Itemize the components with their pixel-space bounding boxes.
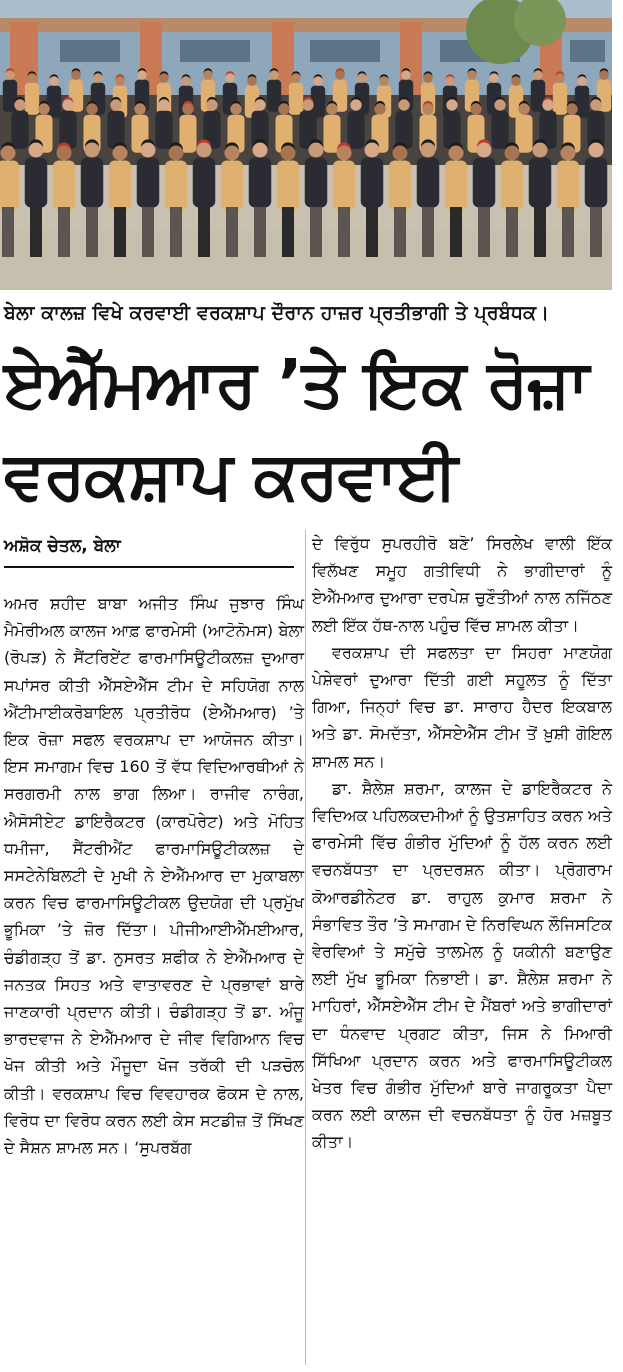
article-paragraph: ਅਮਰ ਸ਼ਹੀਦ ਬਾਬਾ ਅਜੀਤ ਸਿੰਘ ਜੁਝਾਰ ਸਿੰਘ ਮੈਮੋਰੀਅਲ ਕਾਲਜ ਆਫ਼ ਫਾਰਮੇਸੀ (ਆਟੋਨੋਮਸ) ਬੇਲਾ (ਰੋਪੜ) ਨੇ ਸੈਂਟਰਿਏਂਟ ਫਾਰਮਾਸਿਊਟੀਕਲਜ਼ ਦੁਆਰਾ ਸਪਾਂਸਰ ਕੀਤੀ ਐੱਸਏਐੱਸ ਟੀਮ ਦੇ ਸਹਿਯੋਗ ਨਾਲ ਐਂਟੀਮਾਈਕਰੋਬਾਇਲ ਪ੍ਰਤੀਰੋਧ (ਏਐੱਮਆਰ) ’ਤੇ ਇਕ ਰੋਜ਼ਾ ਸਫਲ ਵਰਕਸ਼ਾਪ ਦਾ ਆਯੋਜਨ ਕੀਤਾ। ਇਸ ਸਮਾਗਮ ਵਿਚ 160 ਤੋਂ ਵੱਧ ਵਿਦਿਆਰਥੀਆਂ ਨੇ ਸਰਗਰਮੀ ਨਾਲ ਭਾਗ ਲਿਆ। ਰਾਜੀਵ ਨਾਰੰਗ, ਐਸੋਸੀਏਟ ਡਾਇਰੈਕਟਰ (ਕਾਰਪੋਰੇਟ) ਅਤੇ ਮੋਹਿਤ ਧਮੀਜਾ, ਸੈਂਟਰੀਐਂਟ ਫਾਰਮਾਸਿਊਟੀਕਲਜ਼ ਦੇ ਸਸਟੇਨੇਬਿਲਟੀ ਦੇ ਮੁਖੀ ਨੇ ਏਐੱਮਆਰ ਦਾ ਮੁਕਾਬਲਾ ਕਰਨ ਵਿਚ ਫਾਰਮਾਸਿਊਟੀਕਲ ਉਦਯੋਗ ਦੀ ਪ੍ਰਮੁੱਖ ਭੂਮਿਕਾ ’ਤੇ ਜ਼ੋਰ ਦਿੱਤਾ। ਪੀਜੀਆਈਐੱਮਈਆਰ, ਚੰਡੀਗੜ੍ਹ ਤੋਂ ਡਾ. ਨੁਸਰਤ ਸ਼ਫੀਕ ਨੇ ਏਐੱਮਆਰ ਦੇ ਜਨਤਕ ਸਿਹਤ ਅਤੇ ਵਾਤਾਵਰਣ ਦੇ ਪ੍ਰਭਾਵਾਂ ਬਾਰੇ ਜਾਣਕਾਰੀ ਪ੍ਰਦਾਨ ਕੀਤੀ। ਚੰਡੀਗੜ੍ਹ ਤੋਂ ਡਾ. ਅੰਜੂ ਭਾਰਦਵਾਜ ਨੇ ਏਐੱਮਆਰ ਦੇ ਜੀਵ ਵਿਗਿਆਨ ਵਿਚ ਖੋਜ ਕੀਤੀ ਅਤੇ ਮੌਜੂਦਾ ਖੋਜ ਤਰੱਕੀ ਦੀ ਪੜਚੋਲ ਕੀਤੀ। ਵਰਕਸ਼ਾਪ ਵਿਚ ਵਿਵਹਾਰਕ ਫੋਕਸ ਦੇ ਨਾਲ, ਵਿਰੋਧ ਦਾ ਵਿਰੋਧ ਕਰਨ ਲਈ ਕੇਸ ਸਟਡੀਜ਼ ਤੋਂ ਸਿੱਖਣ ਦੇ ਸੈਸ਼ਨ ਸ਼ਾਮਲ ਸਨ। ‘ਸੁਪਰਬੱਗ <box>4 594 304 1158</box>
headline-line-2: ਵਰਕਸ਼ਾਪ ਕਰਵਾਈ <box>4 437 457 514</box>
headline <box>4 338 616 522</box>
photo-caption: ਬੇਲਾ ਕਾਲਜ਼ ਵਿਖੇ ਕਰਵਾਈ ਵਰਕਸ਼ਾਪ ਦੌਰਾਨ ਹਾਜ਼ਰ ਪ੍ਰਤੀਭਾਗੀ ਤੇ ਪ੍ਰਬੰਧਕ। <box>4 302 550 324</box>
byline: ਅਸ਼ੋਕ ਚੇਤਲ, ਬੇਲਾ <box>4 536 121 556</box>
article-paragraph: ਦੇ ਵਿਰੁੱਧ ਸੁਪਰਹੀਰੋ ਬਣੋ’ ਸਿਰਲੇਖ ਵਾਲੀ ਇੱਕ ਵਿਲੱਖਣ ਸਮੂਹ ਗਤੀਵਿਧੀ ਨੇ ਭਾਗੀਦਾਰਾਂ ਨੂੰ ਏਐੱਮਆਰ ਦੁਆਰਾ ਦਰਪੇਸ਼ ਚੁਣੌਤੀਆਂ ਨਾਲ ਨਜਿੱਠਣ ਲਈ ਇੱਕ ਹੱਥ-ਨਾਲ ਪਹੁੰਚ ਵਿੱਚ ਸ਼ਾਮਲ ਕੀਤਾ। <box>312 534 612 635</box>
article-paragraph: ਡਾ. ਸ਼ੈਲੇਸ਼ ਸ਼ਰਮਾ, ਕਾਲਜ ਦੇ ਡਾਇਰੈਕਟਰ ਨੇ ਵਿਦਿਅਕ ਪਹਿਲਕਦਮੀਆਂ ਨੂੰ ਉਤਸ਼ਾਹਿਤ ਕਰਨ ਅਤੇ ਫਾਰਮੇਸੀ ਵਿੱਚ ਗੰਭੀਰ ਮੁੱਦਿਆਂ ਨੂੰ ਹੱਲ ਕਰਨ ਲਈ ਵਚਨਬੱਧਤਾ ਦਾ ਪ੍ਰਦਰਸ਼ਨ ਕੀਤਾ। ਪ੍ਰੋਗਰਾਮ ਕੋਆਰਡੀਨੇਟਰ ਡਾ. ਰਾਹੁਲ ਕੁਮਾਰ ਸ਼ਰਮਾ ਨੇ ਸੰਭਾਵਿਤ ਤੌਰ ’ਤੇ ਸਮਾਗਮ ਦੇ ਨਿਰਵਿਘਨ ਲੌਜਿਸਟਿਕ ਵੇਰਵਿਆਂ ਤੇ ਸਮੁੱਚੇ ਤਾਲਮੇਲ ਨੂੰ ਯਕੀਨੀ ਬਣਾਉਣ ਲਈ ਮੁੱਖ ਭੂਮਿਕਾ ਨਿਭਾਈ। ਡਾ. ਸ਼ੈਲੇਸ਼ ਸ਼ਰਮਾ ਨੇ ਮਾਹਿਰਾਂ, ਐੱਸਏਐੱਸ ਟੀਮ ਦੇ ਮੈਂਬਰਾਂ ਅਤੇ ਭਾਗੀਦਾਰਾਂ ਦਾ ਧੰਨਵਾਦ ਪ੍ਰਗਟ ਕੀਤਾ, ਜਿਸ ਨੇ ਮਿਆਰੀ ਸਿੱਖਿਆ ਪ੍ਰਦਾਨ ਕਰਨ ਅਤੇ ਫਾਰਮਾਸਿਊਟੀਕਲ ਖੇਤਰ ਵਿਚ ਗੰਭੀਰ ਮੁੱਦਿਆਂ ਬਾਰੇ ਜਾਗਰੂਕਤਾ ਪੈਦਾ ਕਰਨ ਲਈ ਕਾਲਜ ਦੀ ਵਚਨਬੱਧਤਾ ਨੂੰ ਹੋਰ ਮਜ਼ਬੂਤ ਕੀਤਾ। <box>312 778 613 1152</box>
headline-line-1: ਏਐੱਮਆਰ ’ਤੇ ਇਕ ਰੋਜ਼ਾ <box>4 345 589 422</box>
article-paragraph: ਵਰਕਸ਼ਾਪ ਦੀ ਸਫਲਤਾ ਦਾ ਸਿਹਰਾ ਮਾਣਯੋਗ ਪੇਸ਼ੇਵਰਾਂ ਦੁਆਰਾ ਦਿੱਤੀ ਗਈ ਸਹੂਲਤ ਨੂੰ ਦਿੱਤਾ ਗਿਆ, ਜਿਨ੍ਹਾਂ ਵਿਚ ਡਾ. ਸਾਰਾਹ ਹੈਦਰ ਇਕਬਾਲ ਅਤੇ ਡਾ. ਸੋਮਦੱਤਾ, ਐੱਸਏਐੱਸ ਟੀਮ ਤੋਂ ਖ਼ੁਸ਼ੀ ਗੋਇਲ ਸ਼ਾਮਲ ਸਨ। <box>312 642 612 771</box>
group-photo <box>0 0 612 290</box>
article-column-left <box>4 590 304 1161</box>
group-photo-icon <box>0 0 612 290</box>
byline-rule <box>4 566 294 568</box>
column-divider <box>305 530 306 1365</box>
article-column-right <box>312 530 612 1156</box>
